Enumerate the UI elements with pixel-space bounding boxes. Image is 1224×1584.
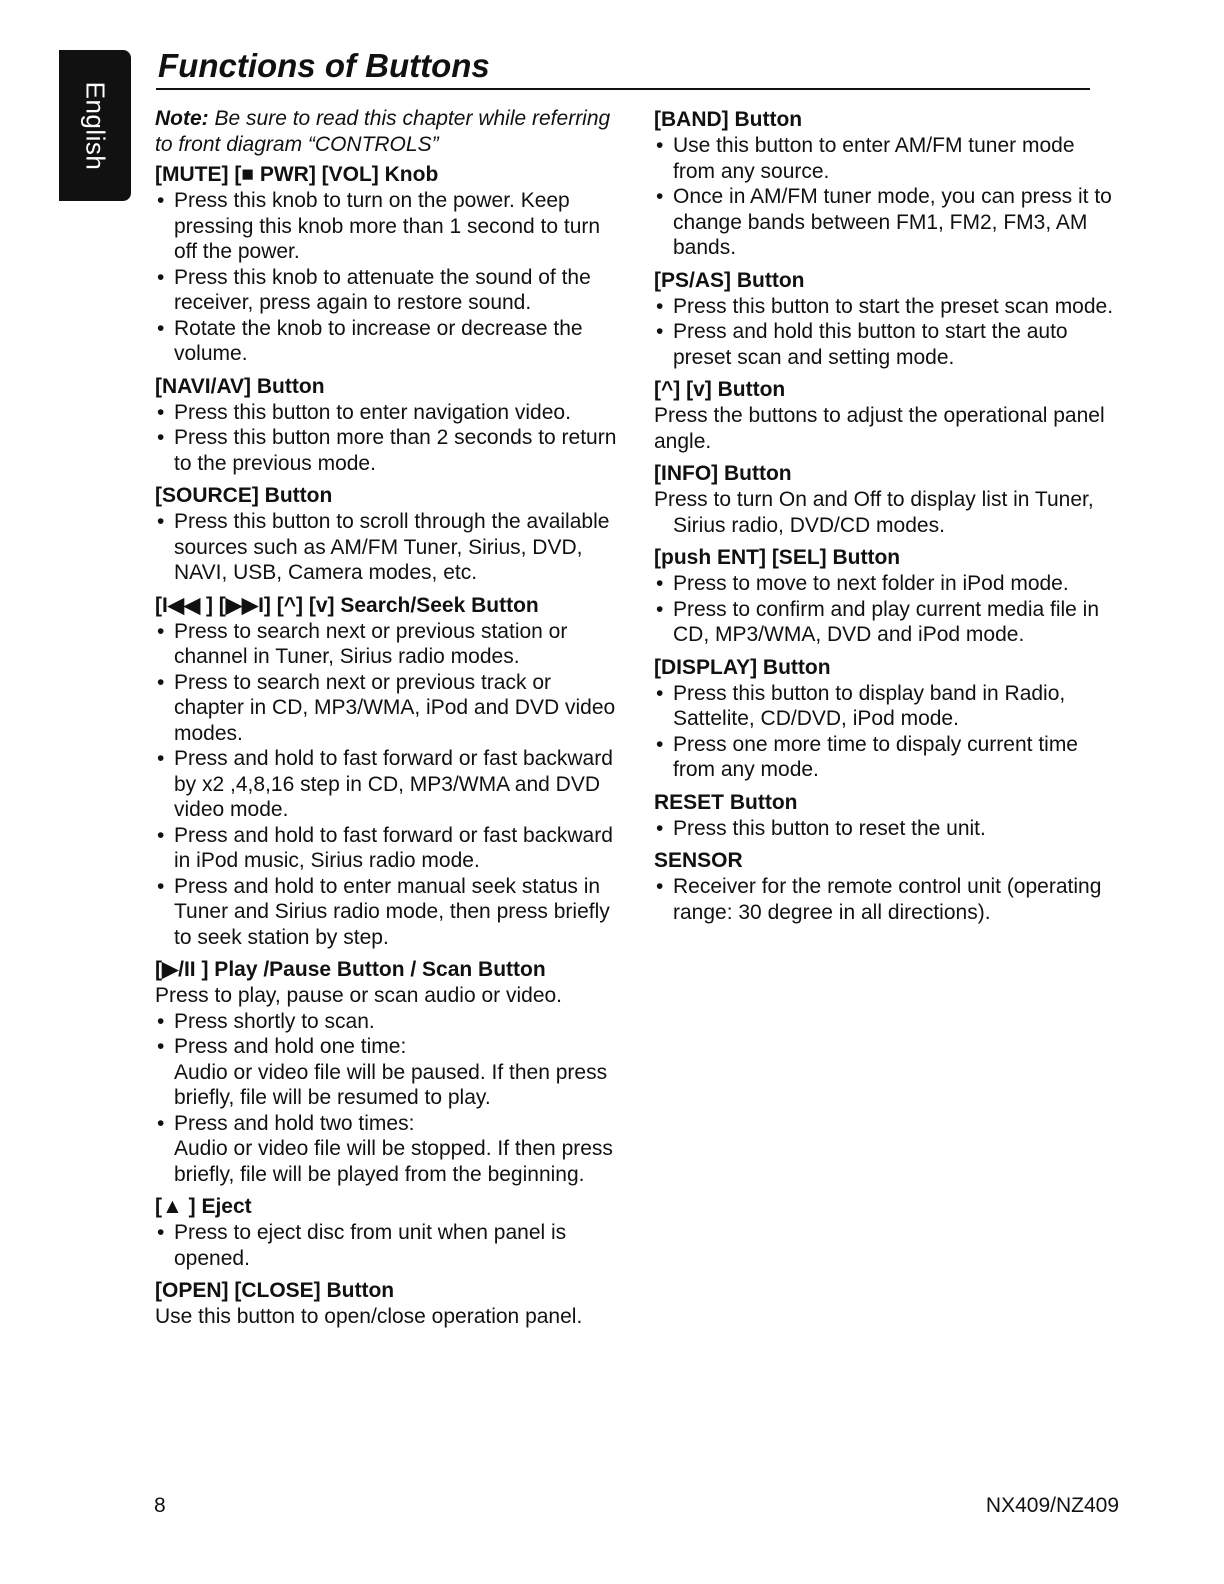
section-intro: Press to play, pause or scan audio or video. bbox=[155, 984, 563, 1007]
section-reset-button bbox=[654, 789, 1118, 842]
bullet-item: • Press this button to scroll through the available sources such as AM/FM Tuner, Sirius, DVD, NAVI, USB, Camera modes, etc. bbox=[155, 509, 625, 586]
section-heading: [DISPLAY] Button bbox=[654, 655, 831, 679]
bullet-list bbox=[654, 816, 1118, 842]
section-display-button bbox=[654, 654, 1118, 783]
section-heading: [PS/AS] Button bbox=[654, 268, 805, 292]
bullet-detail: Audio or video file will be stopped. If then press briefly, file will be played from the beginning. bbox=[174, 1137, 613, 1186]
section-heading: [MUTE] [■ PWR] [VOL] Knob bbox=[155, 163, 439, 186]
bullet-item: • Press to confirm and play current media file in CD, MP3/WMA, DVD and iPod mode. bbox=[654, 597, 1118, 648]
section-angle-button bbox=[654, 376, 1118, 454]
bullet-item: • Press this button to display band in Radio, Sattelite, CD/DVD, iPod mode. bbox=[654, 681, 1118, 732]
bullet-item: • Press this button more than 2 seconds to return to the previous mode. bbox=[155, 425, 625, 476]
bullet-item: • Once in AM/FM tuner mode, you can press it to change bands between FM1, FM2, FM3, AM bands. bbox=[654, 184, 1118, 261]
section-source-button bbox=[155, 482, 625, 586]
section-mute-pwr-vol-knob bbox=[155, 161, 625, 367]
bullet-item: • Press to search next or previous track or chapter in CD, MP3/WMA, iPod and DVD video modes. bbox=[155, 670, 625, 747]
section-text: Press to turn On and Off to display list in Tuner, Sirius radio, DVD/CD modes. bbox=[654, 488, 1094, 537]
bullet-lead: • Press and hold two times: bbox=[174, 1111, 415, 1135]
bullet-detail: Audio or video file will be paused. If then press briefly, file will be resumed to play. bbox=[174, 1060, 608, 1109]
section-text: Press the buttons to adjust the operational panel angle. bbox=[654, 404, 1105, 453]
left-column bbox=[155, 106, 625, 1336]
language-tab bbox=[59, 50, 131, 201]
bullet-item: • Press this button to reset the unit. bbox=[654, 816, 1118, 842]
bullet-list bbox=[654, 571, 1118, 648]
bullet-list bbox=[654, 294, 1118, 371]
bullet-item: • Press to eject disc from unit when panel is opened. bbox=[155, 1220, 625, 1271]
bullet-item: • Press this knob to turn on the power. Keep pressing this knob more than 1 second to turn off the power. bbox=[155, 188, 625, 265]
section-push-ent-sel-button bbox=[654, 544, 1118, 648]
bullet-item: • Press and hold this button to start the auto preset scan and setting mode. bbox=[654, 319, 1118, 370]
bullet-list bbox=[654, 681, 1118, 783]
section-heading: [▶/II ] Play /Pause Button / Scan Button bbox=[155, 958, 546, 981]
section-navi-av-button bbox=[155, 373, 625, 477]
bullet-item: • Press and hold to fast forward or fast backward in iPod music, Sirius radio mode. bbox=[155, 823, 625, 874]
note-text: Be sure to read this chapter while referring to front diagram “CONTROLS” bbox=[155, 107, 611, 156]
section-info-button bbox=[654, 460, 1118, 538]
section-eject bbox=[155, 1193, 625, 1271]
bullet-list bbox=[155, 509, 625, 586]
section-play-pause-scan-button bbox=[155, 956, 625, 1187]
bullet-list bbox=[155, 1220, 625, 1271]
bullet-item: • Press this button to enter navigation video. bbox=[155, 400, 625, 426]
section-heading: [BAND] Button bbox=[654, 108, 803, 131]
section-heading: [push ENT] [SEL] Button bbox=[654, 546, 901, 569]
model-number: NX409/NZ409 bbox=[985, 1494, 1119, 1517]
section-text: Use this button to open/close operation panel. bbox=[155, 1305, 583, 1328]
section-heading: [OPEN] [CLOSE] Button bbox=[155, 1279, 395, 1302]
section-heading: [SOURCE] Button bbox=[155, 484, 333, 507]
note-label: Note: bbox=[155, 107, 209, 130]
section-heading: [INFO] Button bbox=[654, 462, 792, 485]
bullet-item: • Press to move to next folder in iPod mode. bbox=[654, 571, 1118, 597]
section-heading: RESET Button bbox=[654, 790, 798, 814]
section-heading: [I◀◀ ] [▶▶I] [^] [v] Search/Seek Button bbox=[155, 593, 539, 617]
right-column bbox=[654, 106, 1118, 931]
page-title: Functions of Buttons bbox=[158, 47, 490, 84]
bullet-item: • Press to search next or previous station or channel in Tuner, Sirius radio modes. bbox=[155, 619, 625, 670]
language-tab-label: English bbox=[80, 81, 111, 170]
bullet-list bbox=[155, 188, 625, 367]
bullet-lead: • Press and hold one time: bbox=[174, 1035, 407, 1058]
section-sensor bbox=[654, 847, 1118, 925]
section-heading: [^] [v] Button bbox=[654, 378, 786, 401]
bullet-item: • Receiver for the remote control unit (operating range: 30 degree in all directions). bbox=[654, 874, 1118, 925]
section-heading: [▲ ] Eject bbox=[155, 1195, 252, 1218]
bullet-item: • Rotate the knob to increase or decrease the volume. bbox=[155, 316, 625, 367]
bullet-item: • Press shortly to scan. bbox=[155, 1009, 625, 1035]
section-band-button bbox=[654, 106, 1118, 261]
section-ps-as-button bbox=[654, 267, 1118, 371]
bullet-item: • Press and hold to enter manual seek status in Tuner and Sirius radio mode, then press briefly to seek station by step. bbox=[155, 874, 625, 951]
bullet-item bbox=[155, 1034, 625, 1111]
section-heading: SENSOR bbox=[654, 849, 743, 872]
bullet-list bbox=[654, 874, 1118, 925]
bullet-list bbox=[155, 400, 625, 477]
bullet-list bbox=[155, 1009, 625, 1188]
section-open-close-button bbox=[155, 1277, 625, 1330]
bullet-item bbox=[155, 1111, 625, 1188]
note bbox=[155, 106, 625, 157]
page-number: 8 bbox=[154, 1494, 166, 1517]
title-underline bbox=[156, 88, 1090, 90]
bullet-item: • Press and hold to fast forward or fast backward by x2 ,4,8,16 step in CD, MP3/WMA and DVD video mode. bbox=[155, 746, 625, 823]
bullet-item: • Use this button to enter AM/FM tuner mode from any source. bbox=[654, 133, 1118, 184]
bullet-item: • Press one more time to dispaly current time from any mode. bbox=[654, 732, 1118, 783]
bullet-item: • Press this button to start the preset scan mode. bbox=[654, 294, 1118, 320]
section-search-seek-button bbox=[155, 592, 625, 951]
bullet-item: • Press this knob to attenuate the sound of the receiver, press again to restore sound. bbox=[155, 265, 625, 316]
section-heading: [NAVI/AV] Button bbox=[155, 374, 325, 398]
bullet-list bbox=[155, 619, 625, 951]
bullet-list bbox=[654, 133, 1118, 261]
